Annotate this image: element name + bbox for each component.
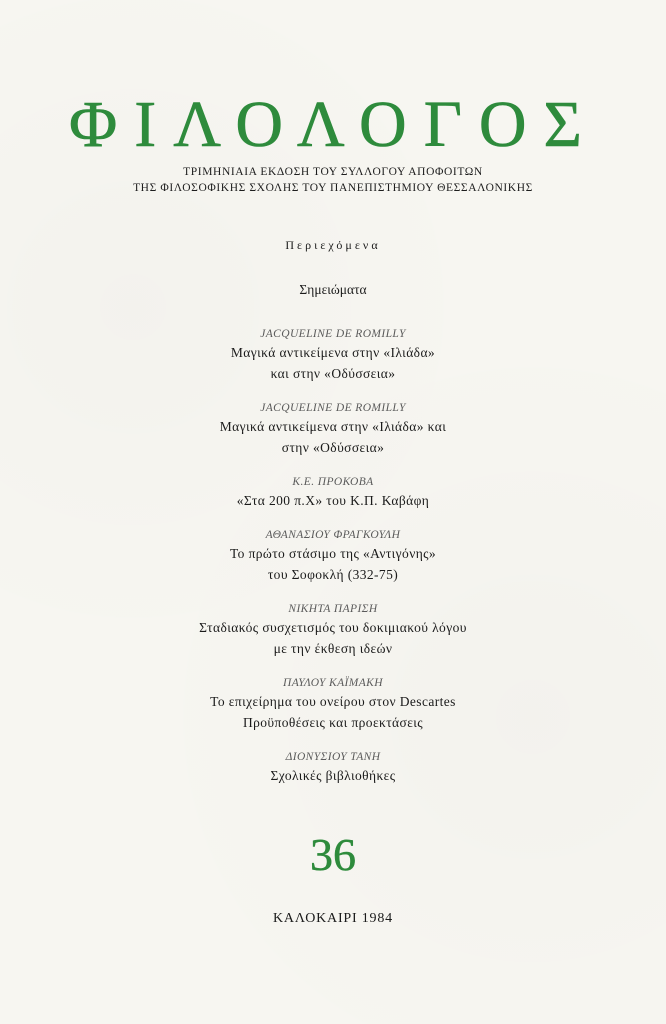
- contents-heading: Περιεχόμενα: [285, 238, 381, 252]
- issue-date: ΚΑΛΟΚΑΙΡΙ 1984: [273, 911, 393, 926]
- contents-entry: [0, 601, 666, 659]
- entry-author: Κ.Ε. ΠΡΟΚΟΒΑ: [292, 476, 374, 488]
- subtitle-line-2: ΤΗΣ ΦΙΛΟΣΟΦΙΚΗΣ ΣΧΟΛΗΣ ΤΟΥ ΠΑΝΕΠΙΣΤΗΜΙΟΥ ΘΕΣΣΑΛΟΝΙΚΗΣ: [133, 182, 533, 194]
- entry-title-line: Σταδιακός συσχετισμός του δοκιμιακού λόγου: [199, 620, 467, 635]
- issue-number: 36: [310, 829, 356, 880]
- entry-author: ΑΘΑΝΑΣΙΟΥ ΦΡΑΓΚΟΥΛΗ: [265, 529, 401, 541]
- masthead: [0, 88, 666, 196]
- entry-title-line: του Σοφοκλή (332-75): [267, 567, 399, 582]
- entry-author: JACQUELINE DE ROMILLY: [260, 328, 406, 340]
- entry-title-line: στην «Οδύσσεια»: [281, 440, 385, 455]
- contents-entry: [0, 675, 666, 733]
- contents-entry: [0, 400, 666, 458]
- entry-title-line: Προϋποθέσεις και προεκτάσεις: [242, 715, 424, 730]
- entry-title-line: με την έκθεση ιδεών: [273, 641, 393, 656]
- subtitle-line-1: ΤΡΙΜΗΝΙΑΙΑ ΕΚΔΟΣΗ ΤΟΥ ΣΥΛΛΟΓΟΥ ΑΠΟΦΟΙΤΩΝ: [183, 166, 483, 178]
- entry-author: ΠΑΥΛΟΥ ΚΑΪΜΑΚΗ: [283, 677, 383, 689]
- journal-title: ΦΙΛΟΛΟΓΟΣ: [69, 88, 599, 161]
- entry-title-line: «Στα 200 π.Χ» του Κ.Π. Καβάφη: [236, 493, 430, 508]
- entry-title-line: και στην «Οδύσσεια»: [270, 366, 396, 381]
- journal-subtitle: [0, 164, 666, 196]
- entry-author: JACQUELINE DE ROMILLY: [260, 402, 406, 414]
- notes-section-label: Σημειώματα: [299, 282, 367, 297]
- contents-entry: [0, 326, 666, 384]
- contents-entry: [0, 749, 666, 786]
- entry-author: ΝΙΚΗΤΑ ΠΑΡΙΣΗ: [288, 603, 378, 615]
- entry-title-line: Το πρώτο στάσιμο της «Αντιγόνης»: [229, 546, 437, 561]
- entry-title-line: Μαγικά αντικείμενα στην «Ιλιάδα»: [230, 345, 436, 360]
- contents-entry: [0, 527, 666, 585]
- entry-title-line: Σχολικές βιβλιοθήκες: [270, 768, 396, 783]
- entry-title-line: Το επιχείρημα του ονείρου στον Descartes: [210, 694, 456, 709]
- table-of-contents: [0, 238, 666, 802]
- entry-title-line: Μαγικά αντικείμενα στην «Ιλιάδα» και: [219, 419, 447, 434]
- contents-entry: [0, 474, 666, 511]
- entry-author: ΔΙΟΝΥΣΙΟΥ ΤΑΝΗ: [285, 751, 381, 763]
